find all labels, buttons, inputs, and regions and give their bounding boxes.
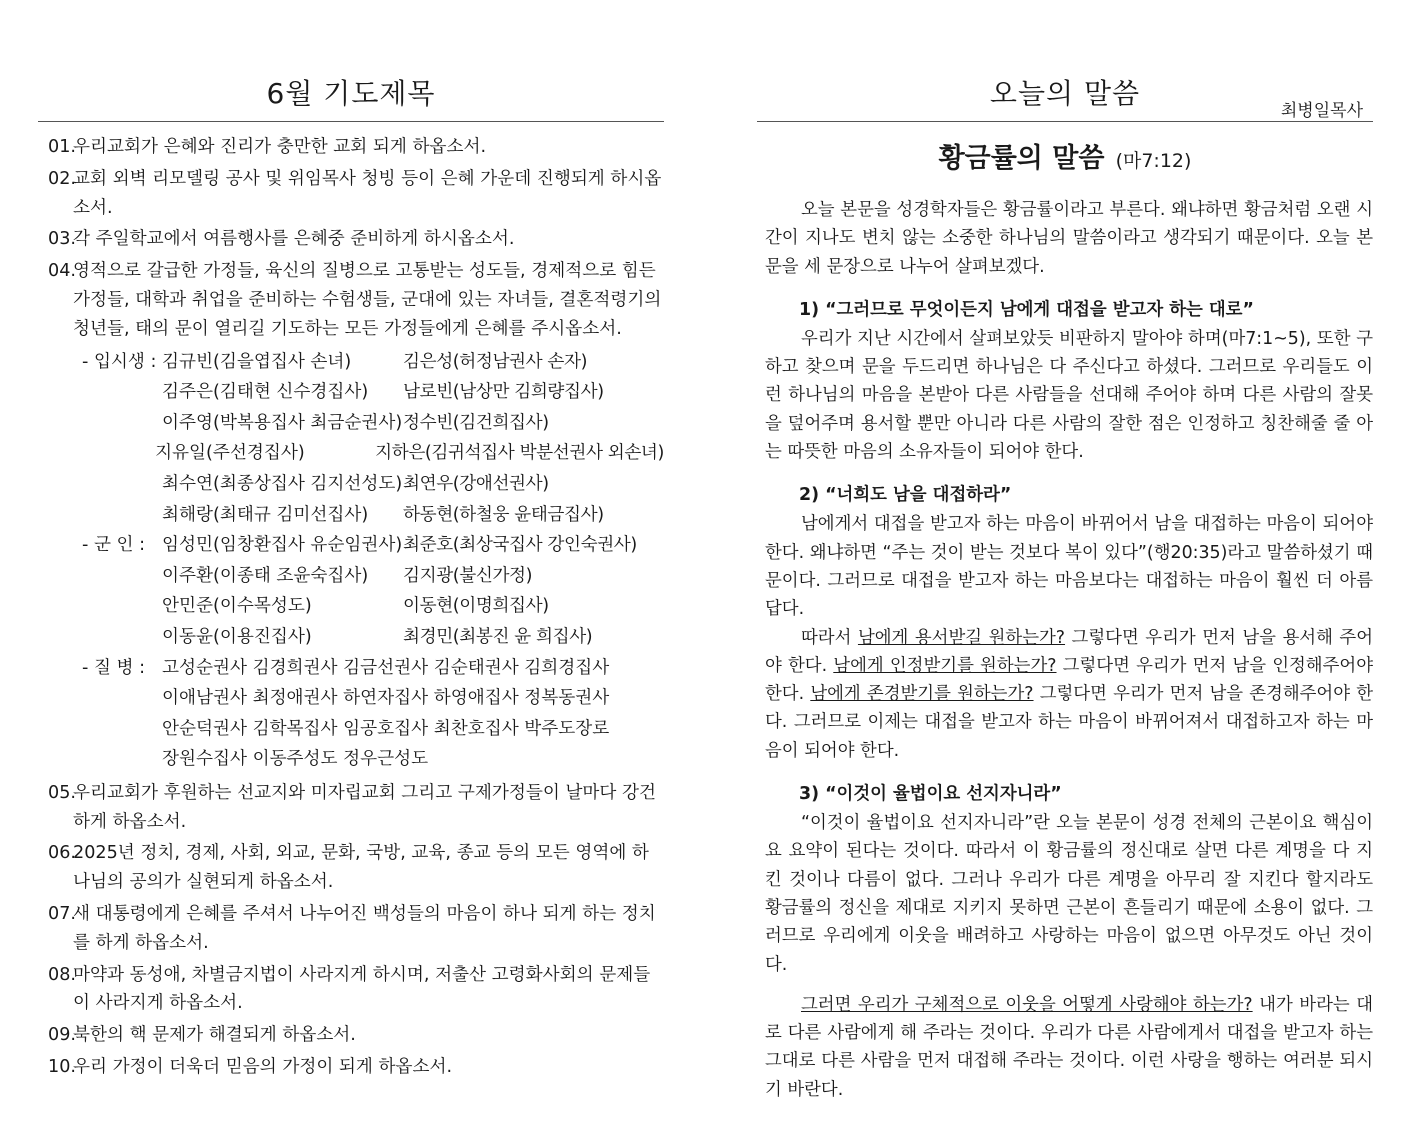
item-number: 07. bbox=[48, 904, 76, 925]
person: 김지광(불신가정) bbox=[403, 565, 533, 586]
prayer-item bbox=[38, 1053, 664, 1082]
item-text: 영적으로 갈급한 가정들, 육신의 질병으로 고통받는 성도들, 경제적으로 힘든 가정들, 대학과 취업을 준비하는 수험생들, 군대에 있는 자녀들, 결혼적령기의 청년들, 태의 문이 열리길 기도하는 모든 가정들에게 은혜를 주시옵소서. bbox=[73, 261, 662, 339]
sick-list bbox=[38, 653, 664, 775]
person: 남로빈(남상만 김희량집사) bbox=[403, 382, 604, 403]
sermon-title-text: 황금률의 말씀 bbox=[938, 143, 1105, 174]
underlined-question: 남에게 존경받기를 원하는가? bbox=[810, 684, 1034, 705]
pastor-name: 최병일목사 bbox=[1280, 101, 1363, 121]
category-label-army: - 군 인 : bbox=[82, 535, 146, 556]
underlined-question: 남에게 인정받기를 원하는가? bbox=[833, 655, 1057, 676]
person: 이동윤(이용진집사) bbox=[162, 626, 312, 647]
category-label-sick: - 질 병 : bbox=[82, 657, 146, 678]
point-heading-1: 1) “그러므로 무엇이든지 남에게 대접을 받고자 하는 대로” bbox=[799, 299, 1254, 320]
people-row bbox=[38, 438, 664, 469]
prayer-item bbox=[38, 133, 664, 162]
person: 이주환(이종태 조윤숙집사) bbox=[162, 565, 369, 586]
item-text: 북한의 핵 문제가 해결되게 하옵소서. bbox=[73, 1025, 356, 1046]
people-row bbox=[38, 591, 664, 622]
sermon-title bbox=[757, 136, 1373, 175]
intro-paragraph: 오늘 본문을 성경학자들은 황금률이라고 부른다. 왜냐하면 황금처럼 오랜 시간이 지나도 변치 않는 소중한 하나님의 말씀이라고 생각되기 때문이다. 오늘 본문을 세 문장으로 나누어 살펴보겠다. bbox=[765, 200, 1373, 277]
item-number: 10. bbox=[48, 1057, 76, 1078]
sick-names-line: 고성순권사 김경희권사 김금선권사 김순태권사 김희경집사 bbox=[162, 657, 610, 678]
underlined-question: 남에게 용서받길 원하는가? bbox=[857, 627, 1066, 648]
people-row bbox=[38, 469, 664, 500]
paragraph: 남에게서 대접을 받고자 하는 마음이 바뀌어서 남을 대접하는 마음이 되어야 한다. 왜냐하면 “주는 것이 받는 것보다 복이 있다”(행20:35)라고 말씀하셨기 때문이다. 그러므로 대접을 받고자 하는 마음보다는 대접하는 마음이 훨씬 더 아름답다. bbox=[765, 514, 1373, 620]
prayer-item bbox=[38, 961, 664, 1019]
item-number: 03. bbox=[48, 229, 76, 250]
prayer-item bbox=[38, 900, 664, 958]
person: 김규빈(김을엽집사 손녀) bbox=[162, 351, 352, 372]
item-text: 마약과 동성애, 차별금지법이 사라지게 하시며, 저출산 고령화사회의 문제들이 사라지게 하옵소서. bbox=[73, 964, 651, 1014]
paragraph: 따라서 남에게 용서받길 원하는가? 그렇다면 우리가 먼저 남을 용서해 주어야 한다. 남에게 인정받기를 원하는가? 그렇다면 우리가 먼저 남을 인정해주어야 한다. 남에게 존경받기를 원하는가? 그렇다면 우리가 먼저 남을 존경해주어야 한다. 그러므로 이제는 대접을 받고자 하는 마음이 바뀌어져서 대접하고자 하는 마음이 되어야 한다. bbox=[765, 627, 1374, 761]
item-number: 02. bbox=[48, 168, 76, 189]
people-row bbox=[38, 408, 664, 439]
person: 지하은(김귀석집사 박분선권사 외손녀) bbox=[375, 443, 664, 464]
category-label-exam: - 입시생 : bbox=[82, 351, 157, 372]
item-text: 새 대통령에게 은혜를 주셔서 나누어진 백성들의 마음이 하나 되게 하는 정치를 하게 하옵소서. bbox=[73, 904, 656, 953]
title-divider bbox=[38, 121, 664, 122]
sermon-section-title: 오늘의 말씀 bbox=[989, 77, 1141, 110]
person: 김주은(김태현 신수경집사) bbox=[162, 382, 369, 403]
item-text: 각 주일학교에서 여름행사를 은혜중 준비하게 하시옵소서. bbox=[73, 229, 515, 250]
closing-paragraph: 그러면 우리가 구체적으로 이웃을 어떻게 사랑해야 하는가? 내가 바라는 대로 다른 사람에게 해 주라는 것이다. 우리가 다른 사람에게서 대접을 받고자 하는 그대로 다른 사람을 먼저 대접해 주라는 것이다. 이런 사랑을 행하는 여러분 되시기 바란다. bbox=[765, 994, 1373, 1100]
underlined-question: 그러면 우리가 구체적으로 이웃을 어떻게 사랑해야 하는가? bbox=[801, 994, 1253, 1015]
sick-names-line: 안순덕권사 김학목집사 임공호집사 최찬호집사 박주도장로 bbox=[162, 718, 610, 739]
people-row bbox=[38, 377, 664, 408]
item-number: 04. bbox=[48, 261, 76, 282]
person: 정수빈(김건희집사) bbox=[403, 412, 549, 433]
person: 최수연(최종상집사 김지선성도) bbox=[162, 473, 403, 494]
person: 최준호(최상국집사 강인숙권사) bbox=[403, 535, 637, 556]
prayer-item bbox=[38, 839, 664, 897]
item-text: 우리 가정이 더욱더 믿음의 가정이 되게 하옵소서. bbox=[73, 1057, 453, 1078]
paragraph: “이것이 율법이요 선지자니라”란 오늘 본문이 성경 전체의 근본이요 핵심이요 요약이 된다는 것이다. 따라서 이 황금률의 정신대로 살면 다른 계명을 다 지킨 것이나 다름이 없다. 그러나 우리가 다른 계명을 아무리 잘 지킨다 할지라도 황금률의 정신을 제대로 지키지 못하면 근본이 흔들리기 때문에 소용이 없다. 그러므로 우리에게 이웃을 배려하고 사랑하는 마음이 없으면 아무것도 아닌 것이다. bbox=[765, 813, 1373, 975]
item-text: 2025년 정치, 경제, 사회, 외교, 문화, 국방, 교육, 종교 등의 모든 영역에 하나님의 공의가 실현되게 하옵소서. bbox=[73, 843, 649, 893]
item-text: 교회 외벽 리모델링 공사 및 위임목사 청빙 등이 은혜 가운데 진행되게 하시옵소서. bbox=[73, 168, 662, 218]
item-number: 05. bbox=[48, 782, 76, 803]
prayer-item bbox=[38, 225, 664, 254]
prayer-item bbox=[38, 1021, 664, 1050]
point-heading-2: 2) “너희도 남을 대접하라” bbox=[799, 485, 1012, 506]
sermon-body bbox=[765, 196, 1373, 1104]
person: 안민준(이수목성도) bbox=[162, 596, 312, 617]
person: 김은성(허정남권사 손자) bbox=[403, 351, 588, 372]
prayer-people-list bbox=[38, 347, 664, 775]
person: 이동현(이명희집사) bbox=[403, 596, 549, 617]
people-row bbox=[38, 622, 664, 653]
sick-names-line: 장원수집사 이동주성도 정우근성도 bbox=[162, 749, 429, 770]
item-number: 08. bbox=[48, 964, 76, 985]
person: 이주영(박복용집사 최금순권사) bbox=[162, 412, 403, 433]
prayer-item bbox=[38, 779, 664, 837]
person: 최경민(최봉진 윤 희집사) bbox=[403, 626, 593, 647]
item-text: 우리교회가 후원하는 선교지와 미자립교회 그리고 구제가정들이 날마다 강건하게 하옵소서. bbox=[73, 782, 657, 832]
people-row bbox=[38, 500, 664, 531]
person: 최연우(강애선권사) bbox=[403, 473, 549, 494]
item-number: 01. bbox=[48, 137, 76, 157]
people-row bbox=[38, 530, 664, 561]
person: 최해랑(최태규 김미선집사) bbox=[162, 504, 369, 525]
sick-names-line: 이애남권사 최정애권사 하연자집사 하영애집사 정복동권사 bbox=[162, 688, 610, 709]
prayer-item bbox=[38, 165, 664, 223]
person: 임성민(임창환집사 유순임권사) bbox=[162, 535, 403, 556]
item-number: 06. bbox=[48, 843, 76, 864]
item-number: 09. bbox=[48, 1025, 76, 1046]
title-divider bbox=[757, 121, 1373, 122]
point-heading-3: 3) “이것이 율법이요 선지자니라” bbox=[799, 784, 1062, 805]
paragraph: 우리가 지난 시간에서 살펴보았듯 비판하지 말아야 하며(마7:1~5), 또한 구하고 찾으며 문을 두드리면 하나님은 다 주신다고 하셨다. 그러므로 우리들도 이런 하나님의 마음을 본받아 다른 사람들을 선대해 주어야 하며 다른 사람의 잘못을 덮어주며 용서할 뿐만 아니라 다른 사람의 잘한 점은 인정하고 칭찬해줄 줄 아는 따뜻한 마음의 소유자들이 되어야 한다. bbox=[765, 328, 1373, 463]
item-text: 우리교회가 은혜와 진리가 충만한 교회 되게 하옵소서. bbox=[73, 137, 487, 157]
prayer-list bbox=[38, 133, 664, 1085]
people-row bbox=[38, 561, 664, 592]
person: 하동현(하철웅 윤태금집사) bbox=[403, 504, 604, 525]
prayer-title: 6월 기도제목 bbox=[266, 77, 436, 110]
person: 지유일(주선경집사) bbox=[155, 443, 305, 464]
prayer-item bbox=[38, 257, 664, 343]
people-row bbox=[38, 347, 664, 378]
scripture-reference: (마7:12) bbox=[1115, 150, 1192, 172]
